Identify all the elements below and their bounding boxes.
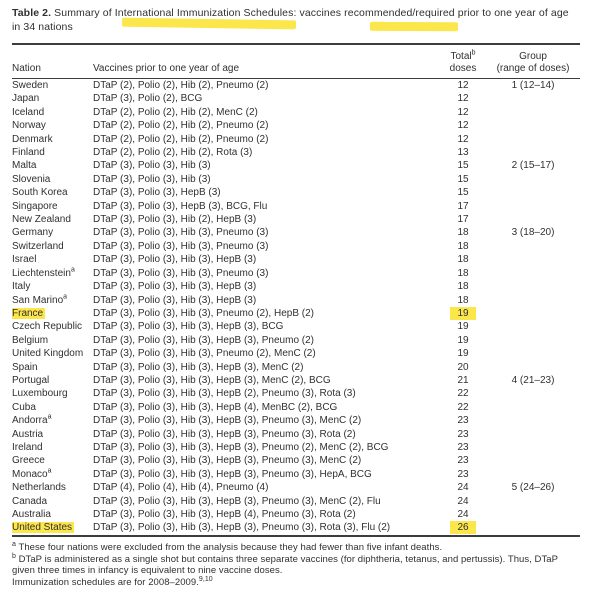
total-doses-cell: 23 [457,428,469,440]
table-row [12,186,580,199]
group-cell [486,361,580,374]
table-row [12,173,580,186]
total-doses-cell: 15 [457,187,469,199]
total-doses-cell: 22 [457,388,469,400]
total-doses-cell: 23 [457,441,469,453]
vaccines-cell: DTaP (3), Polio (3), Hib (2), HepB (3) [93,214,257,226]
highlight-stroke-1 [122,18,296,30]
footnote-marker-a: a [70,266,75,274]
table-row [12,441,580,454]
group-cell [486,441,580,454]
nation-cell: France [12,307,44,319]
column-header-nation: Nation [12,44,93,79]
group-cell [486,320,580,333]
nation-cell: Slovenia [12,173,51,185]
nation-cell: Singapore [12,200,58,212]
table-row [12,508,580,521]
table-row [12,119,580,132]
total-doses-cell: 18 [457,281,469,293]
vaccines-cell: DTaP (3), Polio (3), Hib (3), HepB (4), MenBC (2), BCG [93,401,338,413]
nation-cell: Sweden [12,80,49,91]
table-row [12,401,580,414]
total-doses-cell: 18 [457,267,469,279]
vaccines-cell: DTaP (2), Polio (2), Hib (2), Pneumo (2) [93,120,269,132]
vaccines-cell: DTaP (3), Polio (3), Hib (3), HepB (3), Pneumo (3), Rota (3), Flu (2) [93,522,391,534]
group-cell [486,253,580,266]
total-doses-cell: 18 [457,294,469,306]
total-doses-cell: 23 [457,415,469,427]
total-doses-cell: 19 [440,307,486,320]
nation-cell: Luxembourg [12,388,68,400]
table-body [12,79,580,536]
nation-cell: Switzerland [12,240,64,252]
table-row [12,320,580,333]
total-doses-cell: 17 [457,200,469,212]
nation-cell: Germany [12,227,54,239]
total-doses-cell: 22 [457,401,469,413]
vaccines-cell: DTaP (3), Polio (3), Hib (3), HepB (3), Pneumo (2) [93,334,315,346]
nation-cell: Andorra$^a$ [12,414,52,427]
total-doses-cell: 18 [457,254,469,266]
vaccines-cell: DTaP (3), Polio (3), Hib (3), Pneumo (3) [93,267,269,279]
nation-cell: Czech Republic [12,321,83,333]
vaccines-cell: DTaP (3), Polio (2), BCG [93,93,203,105]
table-row [12,387,580,400]
nation-cell: Cuba [12,401,36,413]
group-cell [486,294,580,307]
group-cell [486,414,580,427]
nation-cell: Israel [12,254,37,266]
table-row [12,146,580,159]
nation-cell: Belgium [12,334,49,346]
group-cell [486,213,580,226]
vaccines-cell: DTaP (4), Polio (4), Hib (4), Pneumo (4) [93,482,269,494]
table-caption [12,6,580,34]
total-doses-cell: 24 [457,482,469,494]
total-doses-cell: 24 [457,509,469,520]
total-doses-cell: 18 [457,227,469,239]
group-cell [486,280,580,293]
total-doses-cell: 26 [440,521,486,535]
table-row [12,481,580,494]
table-row [12,521,580,535]
table-row [12,347,580,360]
total-doses-cell: 21 [457,374,469,386]
vaccines-cell: DTaP (3), Polio (3), Hib (3), HepB (3), Pneumo (3), HepA, BCG [93,468,372,480]
column-header-total-doses: Total$^b$ doses [440,44,486,79]
column-header-vaccines: Vaccines prior to one year of age [93,44,440,79]
group-cell [486,387,580,400]
group-cell: 3 (18–20) [511,227,555,239]
nation-cell: Monaco$^a$ [12,467,52,480]
nation-cell: Japan [12,93,40,105]
group-cell: 2 (15–17) [511,160,555,172]
footnote-a: $^a$ These four nations were excluded from the analysis because they had fewer than five infant deaths. [12,540,443,553]
table-row [12,106,580,119]
vaccines-cell: DTaP (3), Polio (3), Hib (3) [93,160,211,172]
group-cell: 1 (12–14) [511,80,555,91]
vaccines-cell: DTaP (2), Polio (2), Hib (2), Pneumo (2) [93,80,269,91]
group-cell [486,267,580,280]
vaccines-cell: DTaP (3), Polio (3), HepB (3), BCG, Flu [93,200,268,212]
table-row [12,133,580,146]
table-row [12,428,580,441]
table-row [12,468,580,481]
total-doses-cell: 20 [457,361,469,373]
nation-cell: Portugal [12,374,50,386]
group-cell: 4 (21–23) [511,374,555,386]
total-doses-cell: 12 [457,80,469,91]
group-cell [486,508,580,521]
table-row [12,226,580,239]
table-caption-label: Table 2. [12,7,52,19]
table-row [12,280,580,293]
nation-cell: South Korea [12,187,68,199]
nation-cell: Ireland [12,441,43,453]
vaccines-cell: DTaP (3), Polio (3), Hib (3), HepB (3), Pneumo (2), MenC (2), BCG [93,441,389,453]
group-cell [486,468,580,481]
footnote-marker-a: a [47,414,52,421]
table-header [12,44,580,79]
table-row [12,414,580,427]
group-cell [486,240,580,253]
total-doses-cell: 23 [457,468,469,480]
group-cell [486,307,580,320]
table-caption-text: Summary of International Immunization Schedules: vaccines recommended/required prior to one year of age in 34 nations [12,7,569,33]
group-cell [486,146,580,159]
nation-cell: New Zealand [12,214,71,226]
vaccines-cell: DTaP (2), Polio (2), Hib (2), MenC (2) [93,106,258,118]
vaccines-cell: DTaP (3), Polio (3), Hib (3) [93,173,211,185]
group-cell [486,186,580,199]
footnotes [12,542,580,589]
table-row [12,267,580,280]
total-doses-cell: 15 [457,160,469,172]
vaccines-cell: DTaP (3), Polio (3), Hib (3), Pneumo (2), MenC (2) [93,348,316,360]
vaccines-cell: DTaP (3), Polio (3), Hib (3), HepB (3), Pneumo (3), MenC (2) [93,455,362,467]
vaccines-cell: DTaP (3), Polio (3), HepB (3) [93,187,221,199]
total-doses-cell: 12 [457,133,469,145]
nation-cell: Australia [12,509,51,520]
total-doses-cell: 12 [457,120,469,132]
total-doses-cell: 12 [457,93,469,105]
footnote-marker-a: a [47,467,52,475]
nation-cell: Italy [12,281,31,293]
table-row [12,454,580,467]
vaccines-cell: DTaP (3), Polio (3), Hib (3), HepB (3), Pneumo (3), Rota (2) [93,428,356,440]
group-cell [486,119,580,132]
total-doses-cell: 19 [457,348,469,360]
nation-cell: Finland [12,147,45,159]
nation-cell: Greece [12,455,45,467]
total-doses-cell: 12 [457,106,469,118]
vaccines-cell: DTaP (2), Polio (2), Hib (2), Rota (3) [93,147,253,159]
table-row [12,334,580,347]
group-cell [486,347,580,360]
nation-cell: United Kingdom [12,348,84,360]
vaccines-cell: DTaP (3), Polio (3), Hib (3), HepB (3) [93,281,257,293]
group-cell [486,173,580,186]
vaccines-cell: DTaP (3), Polio (3), Hib (3), HepB (3) [93,294,257,306]
total-doses-cell: 13 [457,147,469,159]
table-row [12,213,580,226]
vaccines-cell: DTaP (3), Polio (3), Hib (3), Pneumo (3) [93,240,269,252]
group-cell [486,200,580,213]
nation-cell: Liechtenstein$^a$ [12,266,75,279]
footnote-marker-a: a [63,293,68,301]
vaccines-cell: DTaP (3), Polio (3), Hib (3), HepB (3), BCG [93,321,284,333]
table-row [12,374,580,387]
total-doses-cell: 17 [457,214,469,226]
group-cell [486,106,580,119]
vaccines-cell: DTaP (3), Polio (3), Hib (3), Pneumo (2), HepB (2) [93,307,315,319]
group-cell: 5 (24–26) [511,482,555,494]
table-row [12,495,580,508]
footnote-marker-b-header: b [471,49,476,57]
total-doses-cell: 23 [457,455,469,467]
nation-cell: Norway [12,120,46,132]
nation-cell: San Marino$^a$ [12,293,68,306]
footnote-b: $^b$ DTaP is administered as a single shot but contains three separate vaccines (for diphtheria, tetanus, and pertussis). Thus, DTaP given three times in infancy is equivalent to nine vaccine doses. [12,552,558,577]
vaccines-cell: DTaP (2), Polio (2), Hib (2), Pneumo (2) [93,133,269,145]
nation-cell: Austria [12,428,44,440]
table-row [12,294,580,307]
total-doses-cell: 19 [457,321,469,333]
table-row [12,361,580,374]
group-cell [486,521,580,535]
footnote-schedule: Immunization schedules are for 2008–2009.$^{9,10}$ [12,575,213,588]
nation-cell: Canada [12,495,48,507]
vaccines-cell: DTaP (3), Polio (3), Hib (3), HepB (3), MenC (2), BCG [93,374,331,386]
group-cell [486,334,580,347]
nation-cell: Malta [12,160,37,172]
total-doses-cell: 24 [457,495,469,507]
vaccines-cell: DTaP (3), Polio (3), Hib (3), HepB (3) [93,254,257,266]
table-row [12,240,580,253]
group-cell [486,428,580,441]
immunization-schedule-table [12,43,580,537]
group-cell [486,401,580,414]
group-cell [486,454,580,467]
table-row [12,253,580,266]
vaccines-cell: DTaP (3), Polio (3), Hib (3), HepB (4), Pneumo (3), Rota (2) [93,509,356,520]
table-row [12,307,580,320]
column-header-group: Group (range of doses) [486,44,580,79]
vaccines-cell: DTaP (3), Polio (3), Hib (3), HepB (3), Pneumo (3), MenC (2), Flu [93,495,381,507]
nation-cell: Spain [12,361,38,373]
total-doses-cell: 15 [457,173,469,185]
table-row [12,159,580,172]
total-doses-cell: 18 [457,240,469,252]
group-cell [486,495,580,508]
nation-cell: United States [12,522,73,534]
group-cell [486,92,580,105]
vaccines-cell: DTaP (3), Polio (3), Hib (3), HepB (3), Pneumo (3), MenC (2) [93,415,362,427]
vaccines-cell: DTaP (3), Polio (3), Hib (3), HepB (3), MenC (2) [93,361,304,373]
total-doses-cell: 19 [457,334,469,346]
group-cell [486,133,580,146]
table-row [12,79,580,93]
table-row [12,92,580,105]
table-row [12,200,580,213]
vaccines-cell: DTaP (3), Polio (3), Hib (3), HepB (2), Pneumo (3), Rota (3) [93,388,356,400]
vaccines-cell: DTaP (3), Polio (3), Hib (3), Pneumo (3) [93,227,269,239]
nation-cell: Netherlands [12,482,66,494]
nation-cell: Iceland [12,106,45,118]
nation-cell: Denmark [12,133,53,145]
highlight-stroke-2 [370,22,458,31]
